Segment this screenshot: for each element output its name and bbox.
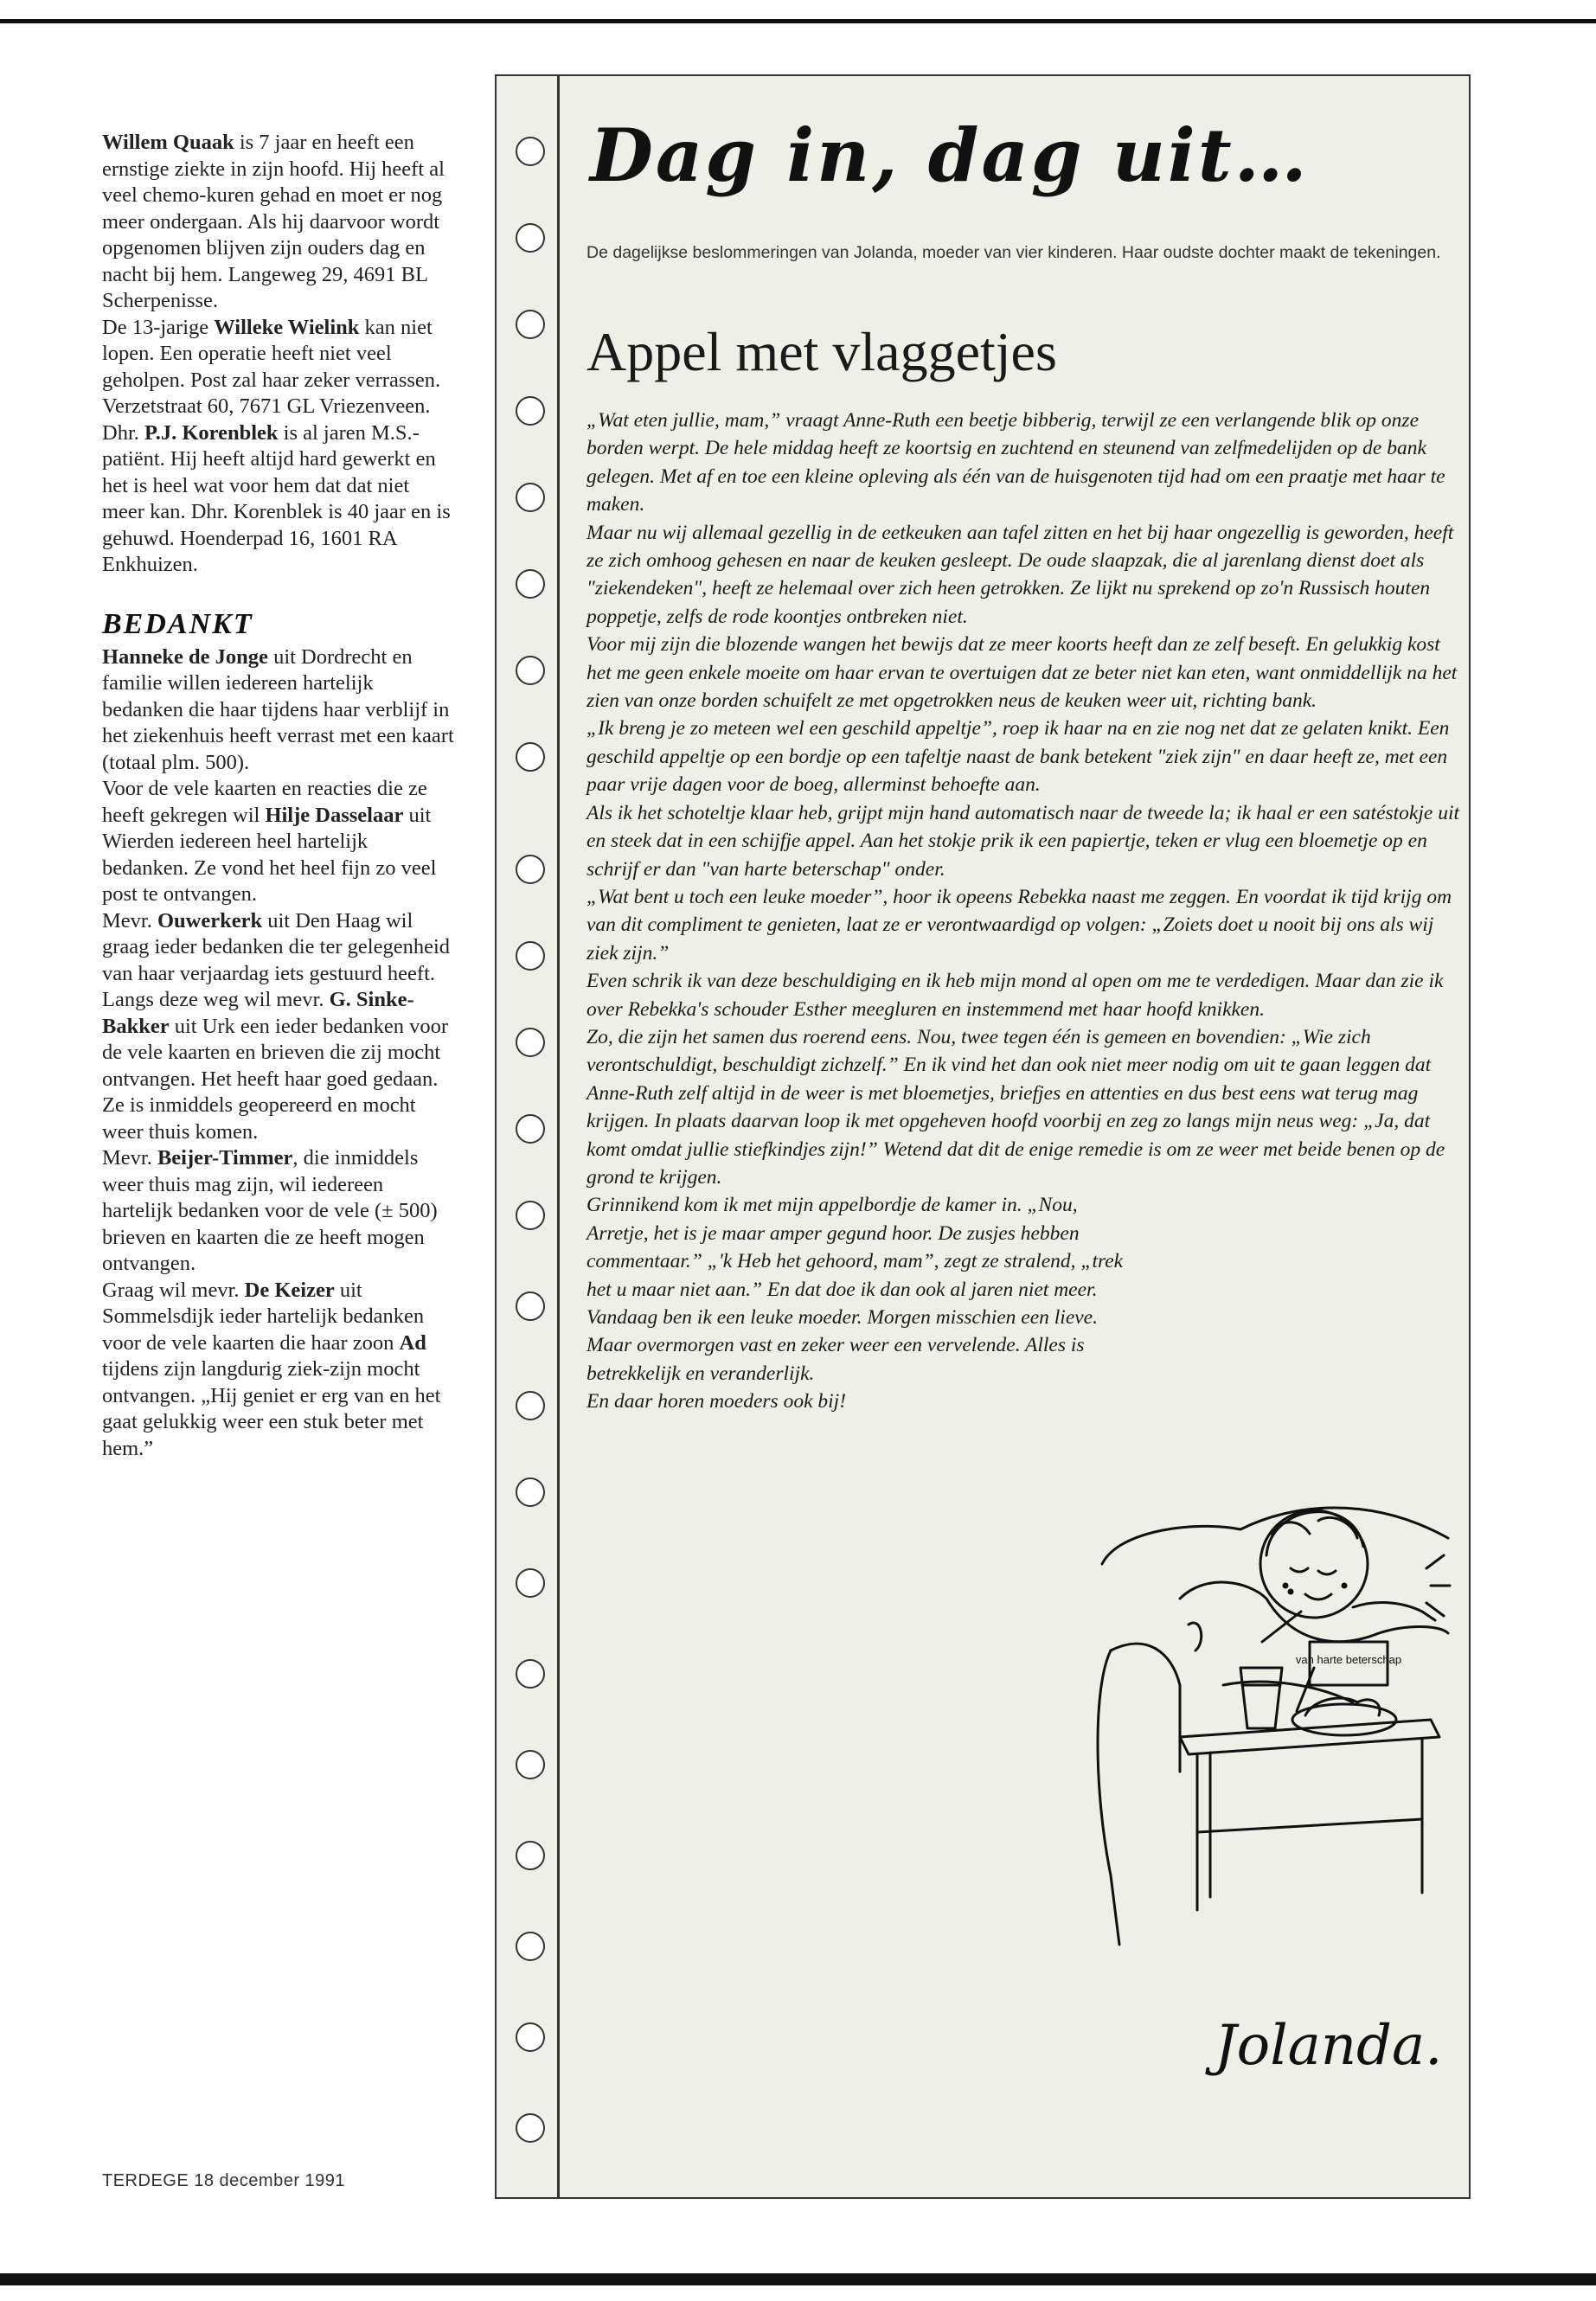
margin-line <box>557 76 560 2197</box>
notice-willeke-wielink: De 13-jarige Willeke Wielink kan niet lopen. Een operatie heeft niet veel geholpen. Post zal haar zeker verrassen. Verzetstraat 60, 7671 GL Vriezenveen. <box>102 315 441 418</box>
binder-hole <box>516 1659 545 1689</box>
binder-hole <box>516 137 545 166</box>
binder-hole <box>516 1568 545 1598</box>
thanks-hilje-dasselaar: Voor de vele kaarten en reacties die ze heeft gekregen wil Hilje Dasselaar uit Wierden iedereen heel hartelijk bedanken. Ze vond het heel fijn zo veel post te ontvangen. <box>102 777 437 906</box>
story-paragraph: „Ik breng je zo meteen wel een geschild appeltje”, roep ik haar na en zie nog net dat ze gelaten knikt. Een geschild appeltje op een bordje op een tafeltje naast de bank betekent "ziek zijn" en daar heeft ze, met een paar vrije dagen voor de boeg, allerminst behoefte aan. <box>586 717 1450 797</box>
binder-hole <box>516 1201 545 1230</box>
binder-hole <box>516 656 545 685</box>
story-paragraph: Als ik het schoteltje klaar heb, grijpt mijn hand automatisch naar de tweede la; ik haal er een satéstokje uit en steek dat in een schijfje appel. Aan het stokje prik ik een papiertje, teken er vlug een bloemetje op en schrijf er dan "van harte beterschap" onder. <box>586 801 1460 881</box>
story-paragraph: Voor mij zijn die blozende wangen het bewijs dat ze meer koorts heeft dan ze zelf beseft. En gelukkig kost het me geen enkele moeite om haar ervan te overtuigen dat ze beter niet kan eten, want onmiddellijk na het zien van onze borden schuifelt ze met opgetrokken neus de keuken weer uit, richting bank. <box>586 633 1458 713</box>
binder-hole <box>516 2113 545 2143</box>
thanks-ouwerkerk: Mevr. Ouwerkerk uit Den Haag wil graag ieder bedanken die ter gelegenheid van haar verjaardag iets gestuurd heeft. Langs deze weg wil mevr. G. Sinke-Bakker uit Urk een ieder bedanken voor de vele kaarten en brieven die zij mocht ontvangen. Het heeft haar goed gedaan. Ze is inmiddels geopereerd en mocht weer thuis komen. <box>102 908 451 1144</box>
binder-hole <box>516 1292 545 1321</box>
binder-hole <box>516 1028 545 1057</box>
column-intro: De dagelijkse beslommeringen van Jolanda, moeder van vier kinderen. Haar oudste dochter maakt de tekeningen. <box>586 243 1441 262</box>
notebook-page <box>495 74 1471 2199</box>
notice-korenblek: Dhr. P.J. Korenblek is al jaren M.S.-patiënt. Hij heeft altijd hard gewerkt en het is heel wat voor hem dat dat niet meer kan. Dhr. Korenblek is 40 jaar en is gehuwd. Hoenderpad 16, 1601 RA Enkhuizen. <box>102 420 451 576</box>
story-paragraph: Grinnikend kom ik met mijn appelbordje de kamer in. „Nou, Arretje, het is je maar amper gegund hoor. De zusjes hebben commentaar.” „'k Heb het gehoord, mam”, zegt ze stralend, „trek het u maar niet aan.” En dat doe ik dan ook al jaren niet meer. Vandaag ben ik een leuke moeder. Morgen misschien een lieve. Maar overmorgen vast en zeker weer een vervelende. Alles is betrekkelijk en veranderlijk. <box>586 1194 1124 1385</box>
column-title: Dag in, dag uit… <box>590 112 1310 198</box>
article-title: Appel met vlaggetjes <box>586 321 1057 382</box>
story-paragraph: „Wat bent u toch een leuke moeder”, hoor ik opeens Rebekka naast me zeggen. En voordat ik tijd krijg om van dit compliment te genieten, laat ze er verontwaardigd op volgen: „Zoiets doet u nooit bij ons als wij ziek zijn.” <box>586 885 1452 965</box>
flag-text: van harte beterschap <box>1295 1653 1402 1666</box>
sick-girl-illustration <box>1093 1426 1457 1962</box>
binder-hole <box>516 2022 545 2052</box>
binder-hole <box>516 396 545 426</box>
binder-hole <box>516 855 545 884</box>
binder-hole <box>516 1114 545 1144</box>
binder-hole <box>516 941 545 971</box>
binder-hole <box>516 1750 545 1779</box>
story-paragraph: En daar horen moeders ook bij! <box>586 1390 847 1413</box>
binder-hole <box>516 1932 545 1961</box>
thanks-beijer-timmer: Mevr. Beijer-Timmer, die inmiddels weer thuis mag zijn, wil iedereen hartelijk bedanken voor de vele (± 500) brieven en kaarten die ze heeft mogen ontvangen. <box>102 1146 438 1275</box>
story-body <box>586 407 1460 1416</box>
thanks-hanneke-de-jonge: Hanneke de Jonge uit Dordrecht en familie willen iedereen hartelijk bedanken die haar tijdens haar verblijf in het ziekenhuis heeft verrast met een kaart (totaal plm. 500). <box>102 644 454 774</box>
binder-hole <box>516 742 545 772</box>
signature: Jolanda. <box>1215 2014 1443 2078</box>
story-paragraph: „Wat eten jullie, mam,” vraagt Anne-Ruth een beetje bibberig, terwijl ze een verlangende blik op onze borden werpt. De hele middag heeft ze koortsig en zuchtend en steunend van zelfmedelijden op de bank gelegen. Met af en toe een kleine opleving als één van de huisgenoten tijd had om een praatje met haar te maken. <box>586 409 1445 516</box>
binder-hole <box>516 310 545 339</box>
binder-hole <box>516 1841 545 1870</box>
binder-hole <box>516 223 545 253</box>
story-paragraph: Zo, die zijn het samen dus roerend eens. Nou, twee tegen één is gemeen en bovendien: „Wie zich verontschuldigt, beschuldigt zichzelf.” En ik vind het dan ook niet meer nodig om uit te gaan leggen dat Anne-Ruth zelf altijd in de weer is met bloemetjes, briefjes en attenties en dus best eens wat terug mag krijgen. In plaats daarvan loop ik met opgeheven hoofd voorbij en zeg zo langs mijn neus weg: „Ja, dat komt omdat jullie stiefkindjes zijn!” Wetend dat dit de enige remedie is om ze weer met beide benen op de grond te krijgen. <box>586 1025 1445 1189</box>
binder-hole <box>516 1391 545 1420</box>
binder-hole <box>516 483 545 512</box>
bottom-rule <box>0 2273 1596 2285</box>
story-paragraph: Even schrik ik van deze beschuldiging en ik heb mijn mond al open om me te verdedigen. Maar dan zie ik over Rebekka's schouder Esther meegluren en instemmend met haar hoofd knikken. <box>586 970 1444 1021</box>
left-column <box>102 130 457 1462</box>
binder-hole <box>516 569 545 599</box>
top-rule <box>0 19 1596 23</box>
notice-willem-quaak: Willem Quaak is 7 jaar en heeft een ernstige ziekte in zijn hoofd. Hij heeft al veel chemo-kuren gehad en moet er nog meer ondergaan. Als hij daarvoor wordt opgenomen blijven zijn ouders dag en nacht bij hem. Langeweg 29, 4691 BL Scherpenisse. <box>102 131 445 312</box>
thanks-de-keizer: Graag wil mevr. De Keizer uit Sommelsdijk ieder hartelijk bedanken voor de vele kaarten die haar zoon Ad tijdens zijn langdurig ziek-zijn mocht ontvangen. „Hij geniet er erg van en het gaat gelukkig weer een stuk beter met hem.” <box>102 1278 441 1460</box>
page-footer: TERDEGE 18 december 1991 <box>102 2171 346 2190</box>
story-paragraph: Maar nu wij allemaal gezellig in de eetkeuken aan tafel zitten en het bij haar ongezellig is geworden, heeft ze zich omhoog gehesen en naar de keuken gesleept. De oude slaapzak, die al jarenlang dienst doet als "ziekendeken", heeft ze helemaal over zich heen getrokken. Ze lijkt nu sprekend op zo'n Russisch houten poppetje, zelfs de rode koontjes ontbreken niet. <box>586 521 1454 628</box>
binder-hole <box>516 1477 545 1507</box>
bedankt-heading: BEDANKT <box>102 607 253 640</box>
